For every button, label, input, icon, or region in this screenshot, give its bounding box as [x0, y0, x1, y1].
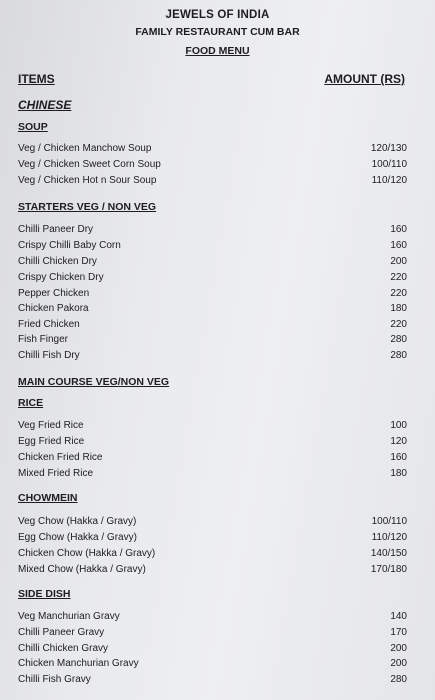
item-name: Mixed Chow (Hakka / Gravy): [18, 564, 146, 575]
item-name: Chicken Pakora: [18, 303, 89, 314]
restaurant-subtitle: FAMILY RESTAURANT CUM BAR: [135, 26, 300, 38]
item-name: Veg Manchurian Gravy: [18, 611, 120, 622]
item-name: Chicken Fried Rice: [18, 452, 103, 463]
section-heading-main-course: MAIN COURSE VEG/NON VEG: [18, 376, 170, 388]
item-price: 280: [390, 350, 407, 361]
cuisine-heading: CHINESE: [18, 98, 72, 112]
menu-item: [18, 674, 407, 688]
menu-item: [18, 516, 407, 530]
item-price: 170/180: [370, 564, 407, 575]
menu-item: [18, 159, 407, 173]
item-name: Chilli Fish Dry: [18, 350, 80, 361]
item-name: Fried Chicken: [18, 319, 80, 330]
item-price: 220: [390, 288, 407, 299]
item-price: 200: [390, 256, 407, 267]
menu-item: [18, 468, 407, 482]
item-name: Egg Chow (Hakka / Gravy): [18, 532, 137, 543]
items-column-header: ITEMS: [18, 72, 55, 86]
menu-item: [18, 175, 407, 189]
menu-item: [18, 143, 407, 157]
menu-item: [18, 256, 407, 270]
item-name: Crispy Chicken Dry: [18, 272, 104, 283]
item-price: 160: [390, 224, 407, 235]
section-heading-rice: RICE: [18, 397, 44, 409]
item-price: 220: [390, 319, 407, 330]
item-name: Veg Chow (Hakka / Gravy): [18, 516, 137, 527]
item-name: Chilli Chicken Gravy: [18, 643, 109, 654]
item-price: 140: [390, 611, 407, 622]
item-price: 200: [390, 643, 407, 654]
item-price: 220: [390, 272, 407, 283]
item-name: Chilli Fish Gravy: [18, 674, 91, 685]
item-name: Pepper Chicken: [18, 288, 90, 299]
menu-item: [18, 548, 407, 562]
item-name: Chicken Chow (Hakka / Gravy): [18, 548, 156, 559]
menu-item: [18, 643, 407, 657]
item-price: 100: [390, 420, 407, 431]
section-heading-side-dish: SIDE DISH: [18, 588, 71, 600]
item-price: 110/120: [371, 175, 407, 186]
item-price: 120: [390, 436, 407, 447]
item-price: 140/150: [370, 548, 407, 559]
item-name: Veg / Chicken Manchow Soup: [18, 143, 152, 154]
menu-item: [18, 611, 407, 625]
item-name: Chilli Paneer Dry: [18, 224, 94, 235]
menu-item: [18, 334, 407, 348]
item-price: 180: [390, 303, 407, 314]
menu-item: [18, 436, 407, 450]
item-name: Veg / Chicken Sweet Corn Soup: [18, 159, 161, 170]
section-heading-starters: STARTERS VEG / NON VEG: [18, 201, 157, 213]
item-name: Veg Fried Rice: [18, 420, 84, 431]
item-name: Egg Fried Rice: [18, 436, 85, 447]
menu-item: [18, 420, 407, 434]
item-price: 120/130: [370, 143, 407, 154]
item-name: Crispy Chilli Baby Corn: [18, 240, 121, 251]
item-price: 280: [390, 334, 407, 345]
item-name: Fish Finger: [18, 334, 69, 345]
item-price: 180: [390, 468, 407, 479]
menu-item: [18, 452, 407, 466]
item-name: Chilli Chicken Dry: [18, 256, 97, 267]
menu-item: [18, 627, 407, 641]
menu-item: [18, 288, 407, 302]
item-name: Chilli Paneer Gravy: [18, 627, 105, 638]
item-price: 160: [390, 240, 407, 251]
section-heading-chowmein: CHOWMEIN: [18, 492, 78, 504]
item-price: 200: [390, 658, 407, 669]
item-name: Mixed Fried Rice: [18, 468, 94, 479]
menu-item: [18, 272, 407, 286]
item-price: 110/120: [371, 532, 407, 543]
menu-item: [18, 564, 407, 578]
item-name: Veg / Chicken Hot n Sour Soup: [18, 175, 157, 186]
menu-title: FOOD MENU: [185, 45, 250, 57]
menu-item: [18, 658, 407, 672]
menu-item: [18, 224, 407, 238]
item-price: 170: [390, 627, 407, 638]
item-price: 280: [390, 674, 407, 685]
menu-item: [18, 532, 407, 546]
item-price: 160: [390, 452, 407, 463]
item-name: Chicken Manchurian Gravy: [18, 658, 139, 669]
menu-item: [18, 350, 407, 364]
menu-item: [18, 303, 407, 317]
amount-column-header: AMOUNT (RS): [324, 72, 405, 86]
menu-item: [18, 240, 407, 254]
restaurant-name: JEWELS OF INDIA: [165, 9, 270, 21]
item-price: 100/110: [371, 159, 407, 170]
item-price: 100/110: [371, 516, 407, 527]
section-heading-soup: SOUP: [18, 121, 48, 133]
menu-item: [18, 319, 407, 333]
